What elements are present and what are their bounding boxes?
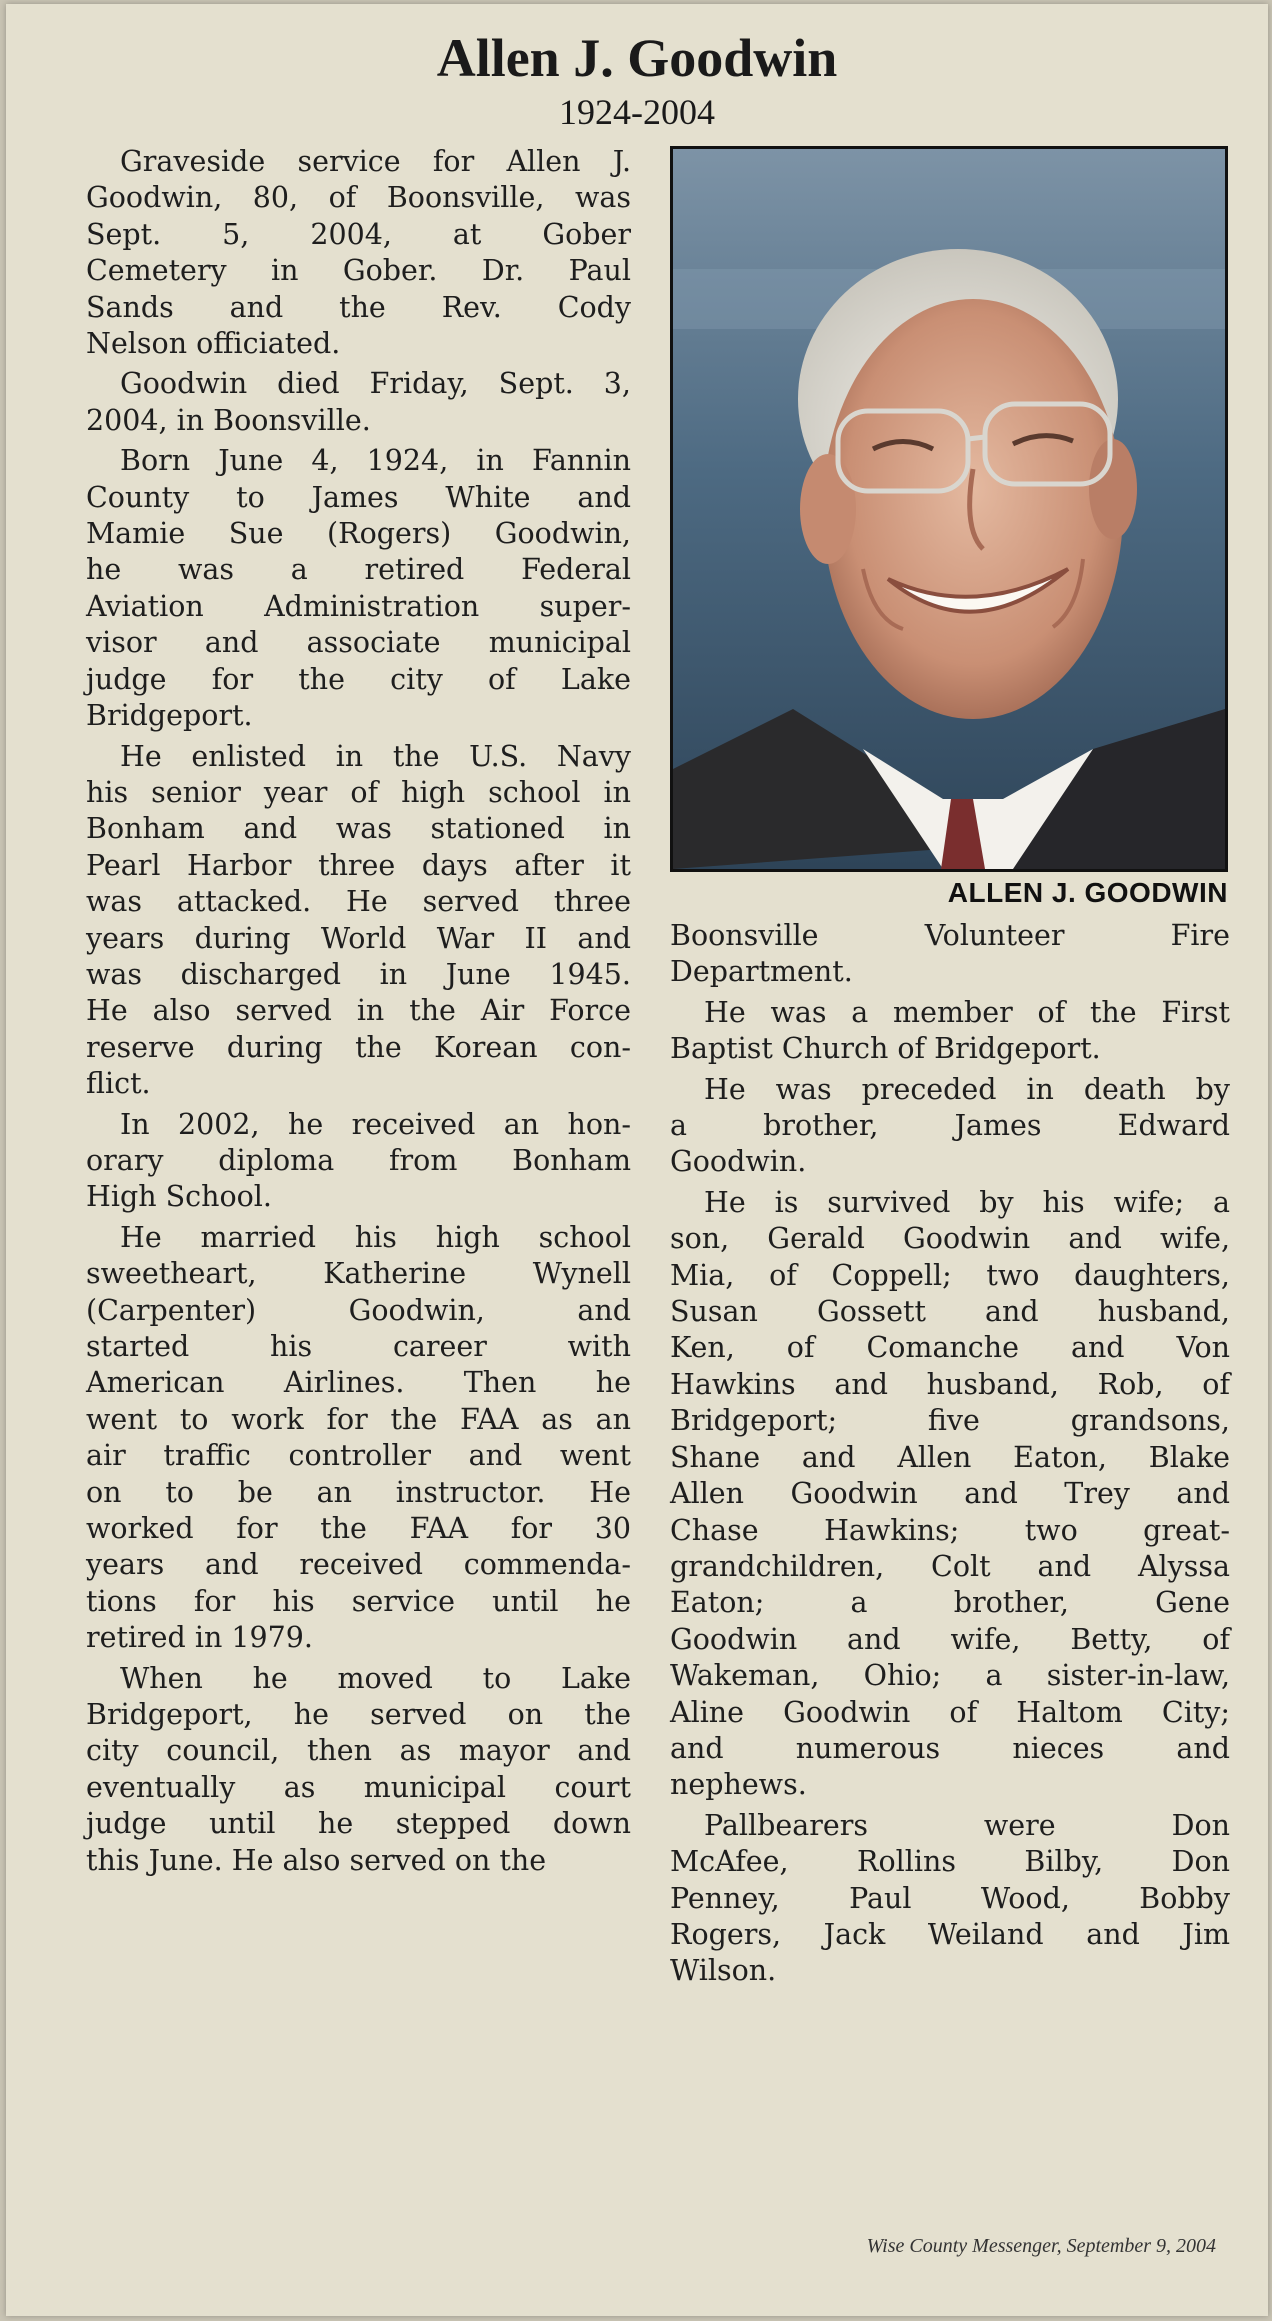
text-line: Penney, Paul Wood, Bobby xyxy=(670,1881,1230,1915)
text-line: Goodwin, 80, of Boonsville, was xyxy=(86,181,631,215)
portrait-illustration xyxy=(673,149,1225,869)
text-line: Nelson officiated. xyxy=(86,327,341,361)
text-line: Sept. 5, 2004, at Gober xyxy=(86,217,631,251)
text-line: Rogers, Jack Weiland and Jim xyxy=(670,1917,1230,1951)
text-line: Bridgeport; five grandsons, xyxy=(670,1404,1230,1438)
text-line: Chase Hawkins; two great- xyxy=(670,1513,1230,1547)
text-line: American Airlines. Then he xyxy=(86,1366,631,1400)
paragraph xyxy=(86,443,631,734)
text-line: He was a member of the First xyxy=(704,995,1230,1029)
right-text-column xyxy=(670,918,1230,1990)
text-line: nephews. xyxy=(670,1768,807,1802)
text-line: Hawkins and husband, Rob, of xyxy=(670,1367,1230,1401)
text-line: air traffic controller and went xyxy=(86,1439,631,1473)
text-line: Pearl Harbor three days after it xyxy=(86,848,631,882)
text-line: He is survived by his wife; a xyxy=(704,1185,1230,1219)
text-line: went to work for the FAA as an xyxy=(86,1402,631,1436)
paragraph xyxy=(670,918,1230,991)
text-line: visor and associate municipal xyxy=(86,626,631,660)
text-line: this June. He also served on the xyxy=(86,1843,547,1877)
text-line: McAfee, Rollins Bilby, Don xyxy=(670,1845,1230,1879)
obituary-years: 1924-2004 xyxy=(559,92,715,132)
text-line: reserve during the Korean con- xyxy=(86,1030,631,1064)
text-line: on to be an instructor. He xyxy=(86,1475,631,1509)
text-line: Boonsville Volunteer Fire xyxy=(670,919,1230,952)
text-line: High School. xyxy=(86,1180,272,1214)
text-line: worked for the FAA for 30 xyxy=(86,1512,631,1546)
paragraph xyxy=(86,1107,631,1216)
text-line: He also served in the Air Force xyxy=(86,994,631,1028)
text-line: Mamie Sue (Rogers) Goodwin, xyxy=(86,517,631,551)
text-line: County to James White and xyxy=(86,480,631,514)
text-line: started his career with xyxy=(86,1330,631,1363)
paragraph xyxy=(86,366,631,439)
paragraph xyxy=(670,1185,1230,1804)
text-line: years during World War II and xyxy=(86,921,631,955)
paragraph xyxy=(86,1661,631,1879)
text-line: Goodwin and wife, Betty, of xyxy=(670,1622,1230,1656)
paragraph xyxy=(670,1072,1230,1181)
text-line: he was a retired Federal xyxy=(86,553,631,587)
obituary-clipping xyxy=(6,4,1268,2316)
left-text-column xyxy=(86,144,631,1879)
photo-caption: ALLEN J. GOODWIN xyxy=(947,877,1228,908)
text-line: tions for his service until he xyxy=(86,1584,631,1618)
text-line: his senior year of high school in xyxy=(86,775,631,809)
source-credit: Wise County Messenger, September 9, 2004 xyxy=(866,2235,1216,2257)
text-line: Ken, of Comanche and Von xyxy=(670,1331,1230,1365)
text-line: son, Gerald Goodwin and wife, xyxy=(670,1222,1230,1256)
text-line: In 2002, he received an hon- xyxy=(120,1107,631,1141)
paragraph xyxy=(86,739,631,1103)
text-line: eventually as municipal court xyxy=(86,1770,631,1804)
text-line: (Carpenter) Goodwin, and xyxy=(86,1293,631,1327)
text-line: Aviation Administration super- xyxy=(86,589,631,623)
text-line: and numerous nieces and xyxy=(670,1731,1230,1765)
text-line: Bridgeport, he served on the xyxy=(86,1698,631,1732)
obituary-title: Allen J. Goodwin xyxy=(436,28,838,88)
text-line: Cemetery in Gober. Dr. Paul xyxy=(86,254,631,288)
text-line: flict. xyxy=(86,1067,151,1101)
text-line: Department. xyxy=(670,955,853,989)
text-line: Eaton; a brother, Gene xyxy=(670,1586,1230,1620)
text-line: city council, then as mayor and xyxy=(86,1734,631,1768)
text-line: Baptist Church of Bridgeport. xyxy=(670,1032,1101,1066)
text-line: Sands and the Rev. Cody xyxy=(86,290,631,324)
text-line: 2004, in Boonsville. xyxy=(86,403,371,437)
text-line: Shane and Allen Eaton, Blake xyxy=(670,1440,1230,1474)
portrait-photo xyxy=(670,146,1228,872)
text-line: Pallbearers were Don xyxy=(704,1808,1230,1842)
text-line: years and received commenda- xyxy=(86,1548,631,1582)
text-line: judge until he stepped down xyxy=(86,1807,631,1841)
text-line: a brother, James Edward xyxy=(670,1109,1230,1143)
paragraph xyxy=(670,1808,1230,1990)
text-line: Bridgeport. xyxy=(86,699,253,733)
text-line: When he moved to Lake xyxy=(120,1661,631,1695)
text-line: retired in 1979. xyxy=(86,1621,313,1655)
text-line: was discharged in June 1945. xyxy=(86,957,631,991)
text-line: Goodwin died Friday, Sept. 3, xyxy=(120,367,631,401)
text-line: was attacked. He served three xyxy=(86,885,631,919)
paragraph xyxy=(670,995,1230,1068)
text-line: He was preceded in death by xyxy=(704,1072,1230,1106)
paragraph xyxy=(86,1220,631,1657)
text-line: Wakeman, Ohio; a sister-in-law, xyxy=(670,1659,1230,1693)
text-line: Mia, of Coppell; two daughters, xyxy=(670,1258,1230,1292)
text-line: Bonham and was stationed in xyxy=(86,812,631,846)
text-line: Aline Goodwin of Haltom City; xyxy=(670,1695,1230,1729)
text-line: Graveside service for Allen J. xyxy=(120,145,631,178)
text-line: sweetheart, Katherine Wynell xyxy=(86,1257,631,1291)
paragraph xyxy=(86,144,631,362)
text-line: orary diploma from Bonham xyxy=(86,1143,631,1177)
text-line: He enlisted in the U.S. Navy xyxy=(120,739,631,773)
text-line: grandchildren, Colt and Alyssa xyxy=(670,1549,1230,1583)
text-line: Susan Gossett and husband, xyxy=(670,1295,1230,1329)
text-line: Allen Goodwin and Trey and xyxy=(670,1477,1230,1511)
text-line: Goodwin. xyxy=(670,1145,807,1179)
text-line: Born June 4, 1924, in Fannin xyxy=(120,444,631,478)
text-line: judge for the city of Lake xyxy=(86,662,631,696)
text-line: He married his high school xyxy=(120,1220,631,1254)
text-line: Wilson. xyxy=(670,1954,777,1988)
